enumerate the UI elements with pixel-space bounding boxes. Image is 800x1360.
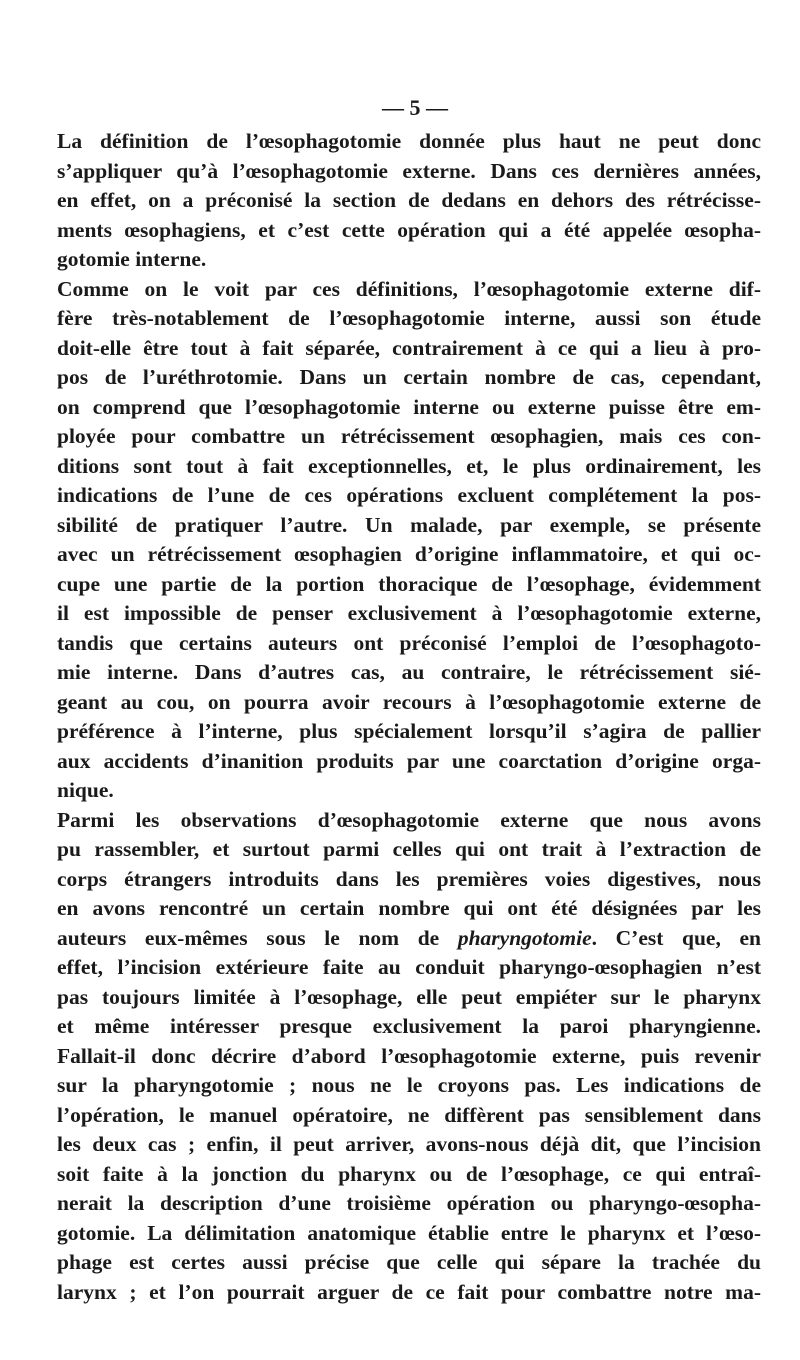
paragraph-3	[55, 806, 761, 1308]
text-line: Comme on le voit par ces définitions, l’œsophagotomie externe dif-	[57, 276, 761, 301]
text-line: sibilité de pratiquer l’autre. Un malade, par exemple, se présente	[57, 512, 761, 537]
text-line: s’appliquer qu’à l’œsophagotomie externe. Dans ces dernières années,	[57, 158, 761, 183]
text-line: Parmi les observations d’œsophagotomie externe que nous avons	[57, 807, 761, 832]
text-line: mie interne. Dans d’autres cas, au contraire, le rétrécissement sié-	[57, 660, 761, 684]
text-line: gotomie interne.	[57, 247, 207, 271]
text-line-with-italic	[55, 924, 761, 954]
text-line: gotomie. La délimitation anatomique établie entre le pharynx et l’œso-	[57, 1220, 761, 1245]
text-line: il est impossible de penser exclusivement à l’œsophagotomie externe,	[57, 601, 761, 625]
text-line: cupe une partie de la portion thoracique de l’œsophage, évidemment	[57, 571, 761, 596]
italic-term: pharyngotomie	[457, 925, 592, 950]
paragraph-2	[55, 275, 761, 806]
text-line: pu rassembler, et surtout parmi celles qui ont trait à l’extraction de	[57, 837, 761, 861]
text-line: Fallait-il donc décrire d’abord l’œsophagotomie externe, puis revenir	[57, 1043, 761, 1068]
text-segment: auteurs eux-mêmes sous le nom de	[57, 925, 458, 950]
text-line: larynx ; et l’on pourrait arguer de ce fait pour combattre notre ma-	[57, 1279, 761, 1304]
text-line: les deux cas ; enfin, il peut arriver, avons-nous déjà dit, que l’incision	[57, 1132, 761, 1156]
text-line: tandis que certains auteurs ont préconisé l’emploi de l’œsophagoto-	[57, 630, 761, 655]
book-page	[55, 95, 761, 1307]
paragraph-1	[55, 127, 761, 275]
text-line: et même intéresser presque exclusivement la paroi pharyngienne.	[57, 1014, 761, 1038]
text-line: doit-elle être tout à fait séparée, contrairement à ce qui a lieu à pro-	[57, 335, 761, 360]
text-line: corps étrangers introduits dans les premières voies digestives, nous	[57, 866, 761, 891]
text-line: geant au cou, on pourra avoir recours à l’œsophagotomie externe de	[57, 689, 761, 714]
text-line: l’opération, le manuel opératoire, ne diffèrent pas sensiblement dans	[57, 1102, 761, 1127]
text-line: effet, l’incision extérieure faite au conduit pharyngo-œsophagien n’est	[57, 955, 761, 979]
text-line: nique.	[57, 778, 114, 802]
text-line: indications de l’une de ces opérations excluent complétement la pos-	[57, 483, 761, 507]
text-line: en avons rencontré un certain nombre qui ont été désignées par les	[57, 896, 761, 920]
text-line: pas toujours limitée à l’œsophage, elle peut empiéter sur le pharynx	[57, 984, 761, 1009]
text-line: phage est certes aussi précise que celle qui sépare la trachée du	[57, 1250, 761, 1274]
text-line: aux accidents d’inanition produits par une coarctation d’origine orga-	[57, 748, 761, 773]
text-line: La définition de l’œsophagotomie donnée plus haut ne peut donc	[57, 129, 761, 153]
text-line: soit faite à la jonction du pharynx ou de l’œsophage, ce qui entraî-	[57, 1161, 761, 1186]
text-line: fère très-notablement de l’œsophagotomie interne, aussi son étude	[57, 306, 761, 330]
text-line: ployée pour combattre un rétrécissement œsophagien, mais ces con-	[57, 424, 761, 448]
text-line: on comprend que l’œsophagotomie interne ou externe puisse être em-	[57, 394, 761, 419]
text-line: pos de l’uréthrotomie. Dans un certain nombre de cas, cependant,	[57, 365, 761, 389]
text-line: préférence à l’interne, plus spécialement lorsqu’il s’agira de pallier	[57, 719, 761, 743]
text-line: ditions sont tout à fait exceptionnelles, et, le plus ordinairement, les	[57, 453, 761, 478]
text-line: en effet, on a préconisé la section de dedans en dehors des rétrécisse-	[57, 188, 761, 212]
text-line: sur la pharyngotomie ; nous ne le croyons pas. Les indications de	[57, 1073, 761, 1097]
text-segment: . C’est que, en	[591, 925, 761, 950]
text-line: nerait la description d’une troisième opération ou pharyngo-œsopha-	[57, 1191, 761, 1215]
text-line: ments œsophagiens, et c’est cette opération qui a été appelée œsopha-	[57, 217, 761, 242]
page-number: — 5 —	[382, 95, 448, 120]
text-line: avec un rétrécissement œsophagien d’origine inflammatoire, et qui oc-	[57, 542, 761, 566]
